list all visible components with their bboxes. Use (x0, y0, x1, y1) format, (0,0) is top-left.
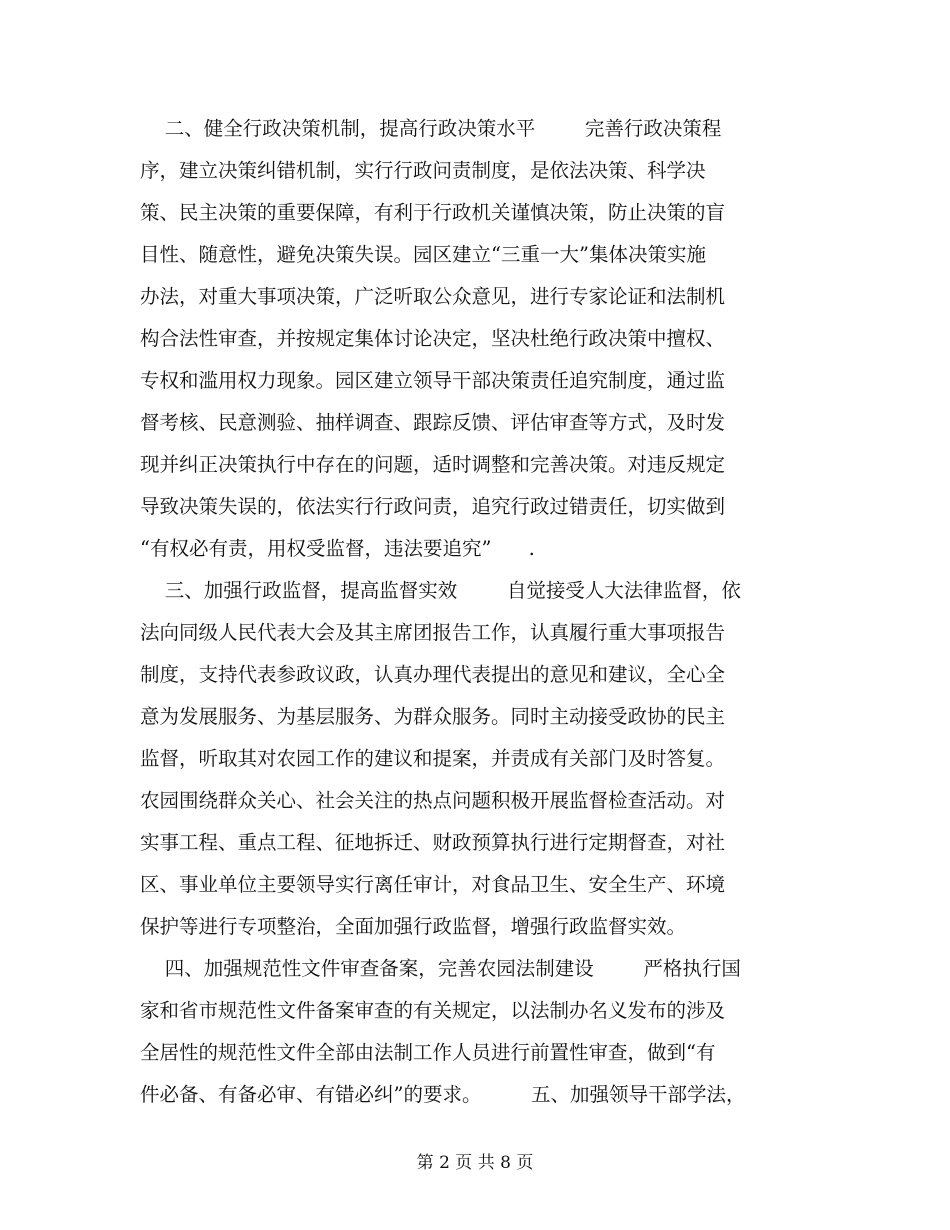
text-line: 目性、随意性，避免决策失误。园区建立“三重一大”集体决策实施 (140, 243, 706, 266)
text-line: “有权必有责，用权受监督，违法要追究” . (140, 537, 535, 560)
text-line: 办法，对重大事项决策，广泛听取公众意见，进行专家论证和法制机 (140, 285, 726, 308)
text-line: 三、加强行政监督，提高监督实效 自觉接受人大法律监督，依 (140, 579, 741, 602)
text-line: 构合法性审查，并按规定集体讨论决定，坚决杜绝行政决策中擅权、 (140, 327, 726, 350)
text-line: 保护等进行专项整治，全面加强行政监督，增强行政监督实效。 (140, 915, 687, 938)
text-line: 意为发展服务、为基层服务、为群众服务。同时主动接受政协的民主 (140, 705, 726, 728)
text-line: 序，建立决策纠错机制，实行行政问责制度，是依法决策、科学决 (140, 159, 706, 182)
text-line: 区、事业单位主要领导实行离任审计，对食品卫生、安全生产、环境 (140, 873, 726, 896)
text-line: 监督，听取其对农园工作的建议和提案，并责成有关部门及时答复。 (140, 747, 726, 770)
text-line: 实事工程、重点工程、征地拆迁、财政预算执行进行定期督查，对社 (140, 831, 726, 854)
text-line: 策、民主决策的重要保障，有利于行政机关谨慎决策，防止决策的盲 (140, 201, 726, 224)
text-line: 二、健全行政决策机制，提高行政决策水平 完善行政决策程 (140, 117, 722, 140)
text-line: 现并纠正决策执行中存在的问题，适时调整和完善决策。对违反规定 (140, 453, 726, 476)
text-line: 件必备、有备必审、有错必纠”的要求。 五、加强领导干部学法， (140, 1083, 746, 1106)
text-line: 全居性的规范性文件全部由法制工作人员进行前置性审查，做到“有 (140, 1041, 716, 1064)
text-line: 法向同级人民代表大会及其主席团报告工作，认真履行重大事项报告 (140, 621, 726, 644)
text-line: 督考核、民意测验、抽样调查、跟踪反馈、评估审查等方式，及时发 (140, 411, 726, 434)
text-line: 专权和滥用权力现象。园区建立领导干部决策责任追究制度，通过监 (140, 369, 726, 392)
text-line: 家和省市规范性文件备案审查的有关规定，以法制办名义发布的涉及 (140, 999, 726, 1022)
page-number-footer: 第 2 页 共 8 页 (416, 1153, 534, 1173)
text-line: 制度，支持代表参政议政，认真办理代表提出的意见和建议，全心全 (140, 663, 726, 686)
body-text (140, 108, 800, 1116)
text-line: 导致决策失误的，依法实行行政问责，追究行政过错责任，切实做到 (140, 495, 726, 518)
text-line: 农园围绕群众关心、社会关注的热点问题积极开展监督检查活动。对 (140, 789, 726, 812)
text-line: 四、加强规范性文件审查备案，完善农园法制建设 严格执行国 (140, 957, 741, 980)
